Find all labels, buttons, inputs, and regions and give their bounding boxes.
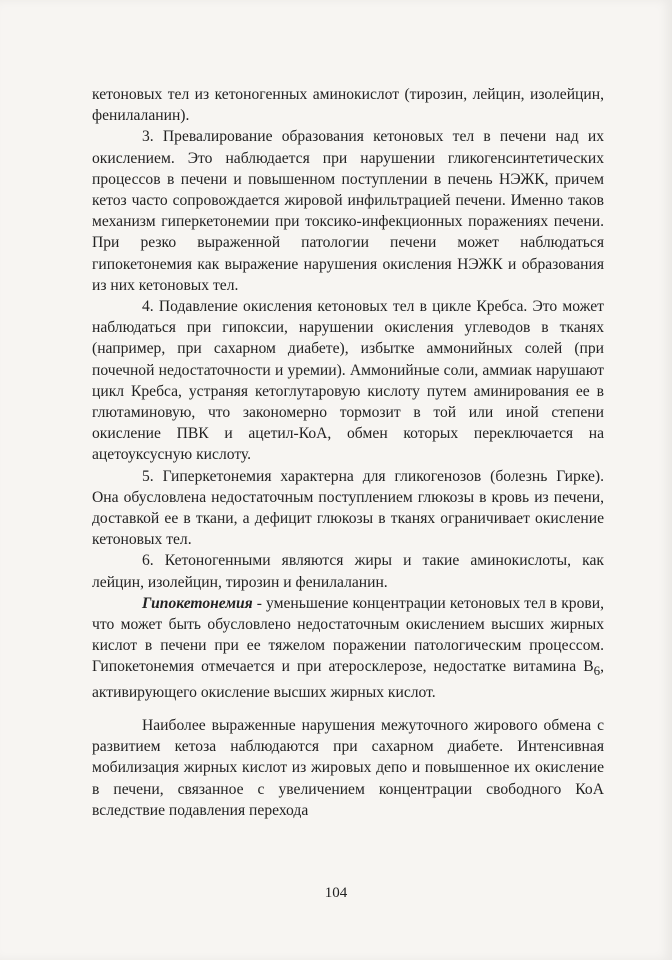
- hypoketonemia-text-1: - уменьшение концентрации кетоновых тел в крови, что может быть обусловлено недостаточным окислением высших жирных кислот в печени при ее тяжелом поражении патологическим процессом. Гипокетонемия отмечается и при атеросклерозе, недостатке витамина B: [92, 594, 604, 676]
- paragraph-item-4: 4. Подавление окисления кетоновых тел в цикле Кребса. Это может наблюдаться при гипоксии, нарушении окисления углеводов в тканях (например, при сахарном диабете), избытке аммонийных солей (при почечной недостаточности и уремии). Аммонийные соли, аммиак нарушают цикл Кребса, устраняя кетоглутаровую кислоту путем аминирования ее в глютаминовую, что закономерно тормозит в той или иной степени окисление ПВК и ацетил-КоА, обмен которых переключается на ацетоуксусную кислоту.: [92, 298, 604, 464]
- paragraph-item-6: 6. Кетоногенными являются жиры и такие аминокислоты, как лейцин, изолейцин, тирозин и фенилаланин.: [92, 552, 604, 591]
- vitamin-subscript: 6: [593, 663, 601, 679]
- page-number: 104: [324, 885, 348, 901]
- body-text: [92, 84, 604, 821]
- hypoketonemia-text-2: , активирующего окисление высших жирных кислот.: [92, 658, 604, 701]
- paragraph-item-5: 5. Гиперкетонемия характерна для гликогенозов (болезнь Гирке). Она обусловлена недостаточным поступлением глюкозы в кровь из печени, доставкой ее в ткани, а дефицит глюкозы в тканях ограничивает окисление кетоновых тел.: [92, 467, 604, 549]
- paragraph-item-3: 3. Превалирование образования кетоновых тел в печени над их окислением. Это наблюдается при нарушении гликогенсинтетических процессов в печени и повышенном поступлении в печень НЭЖК, причем кетоз часто сопровождается жировой инфильтрацией печени. Именно таков механизм гиперкетонемии при токсико-инфекционных поражениях печени. При резко выраженной патологии печени может наблюдаться гипокетонемия как выражение нарушения окисления НЭЖК и образования из них кетоновых тел.: [92, 128, 604, 294]
- paragraph-hypoketonemia: [92, 593, 604, 703]
- paragraph-diabetes: Наиболее выраженные нарушения межуточного жирового обмена с развитием кетоза наблюдаются при сахарном диабете. Интенсивная мобилизация жирных кислот из жировых депо и повышенное их окисление в печени, связанное с увеличением концентрации свободного КоА вследствие подавления перехода: [92, 717, 604, 819]
- paragraph-continuation: кетоновых тел из кетоногенных аминокислот (тирозин, лейцин, изолейцин, фенилаланин).: [92, 86, 604, 125]
- term-hypoketonemia: Гипокетонемия: [142, 594, 253, 612]
